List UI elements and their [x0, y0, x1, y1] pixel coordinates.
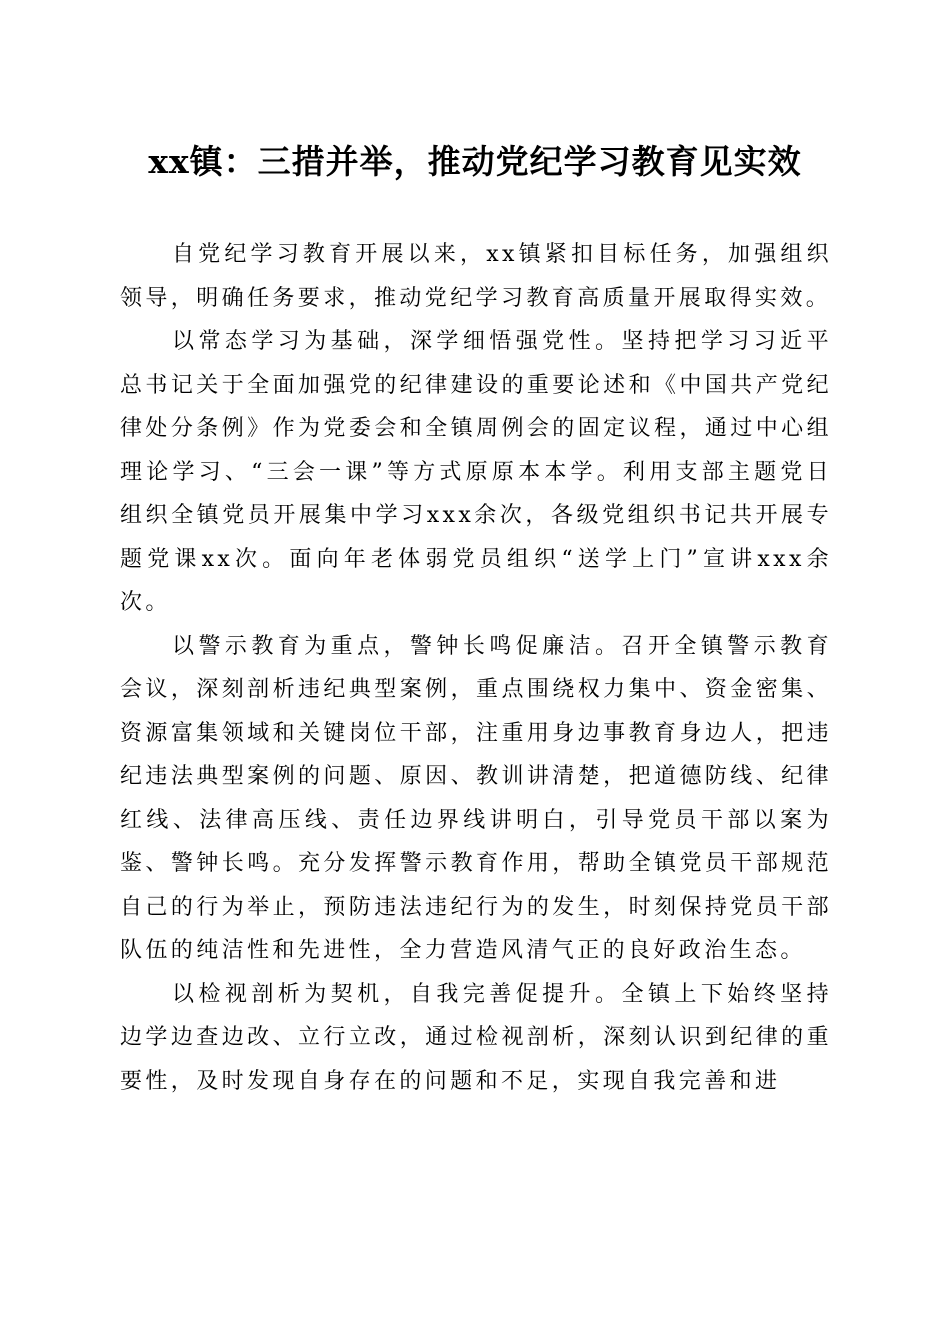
paragraph-routine-study: 以常态学习为基础，深学细悟强党性。坚持把学习习近平总书记关于全面加强党的纪律建设的重要论述和《中国共产党纪律处分条例》作为党委会和全镇周例会的固定议程，通过中心组理论学习、“三会一课”等方式原原本本学。利用支部主题党日组织全镇党员开展集中学习xxx余次，各级党组织书记共开展专题党课xx次。面向年老体弱党员组织“送学上门”宣讲xxx余次。	[120, 329, 832, 615]
document-body	[120, 233, 832, 1103]
paragraph-self-examination: 以检视剖析为契机，自我完善促提升。全镇上下始终坚持边学边查边改、立行立改，通过检视剖析，深刻认识到纪律的重要性，及时发现自身存在的问题和不足，实现自我完善和进	[120, 981, 832, 1094]
paragraph-intro: 自党纪学习教育开展以来，xx镇紧扣目标任务，加强组织领导，明确任务要求，推动党纪学习教育高质量开展取得实效。	[120, 242, 832, 311]
document-title: xx镇：三措并举，推动党纪学习教育见实效	[148, 142, 802, 181]
paragraph-warning-education: 以警示教育为重点，警钟长鸣促廉洁。召开全镇警示教育会议，深刻剖析违纪典型案例，重点围绕权力集中、资金密集、资源富集领域和关键岗位干部，注重用身边事教育身边人，把违纪违法典型案例的问题、原因、教训讲清楚，把道德防线、纪律红线、法律高压线、责任边界线讲明白，引导党员干部以案为鉴、警钟长鸣。充分发挥警示教育作用，帮助全镇党员干部规范自己的行为举止，预防违法违纪行为的发生，时刻保持党员干部队伍的纯洁性和先进性，全力营造风清气正的良好政治生态。	[120, 633, 832, 963]
